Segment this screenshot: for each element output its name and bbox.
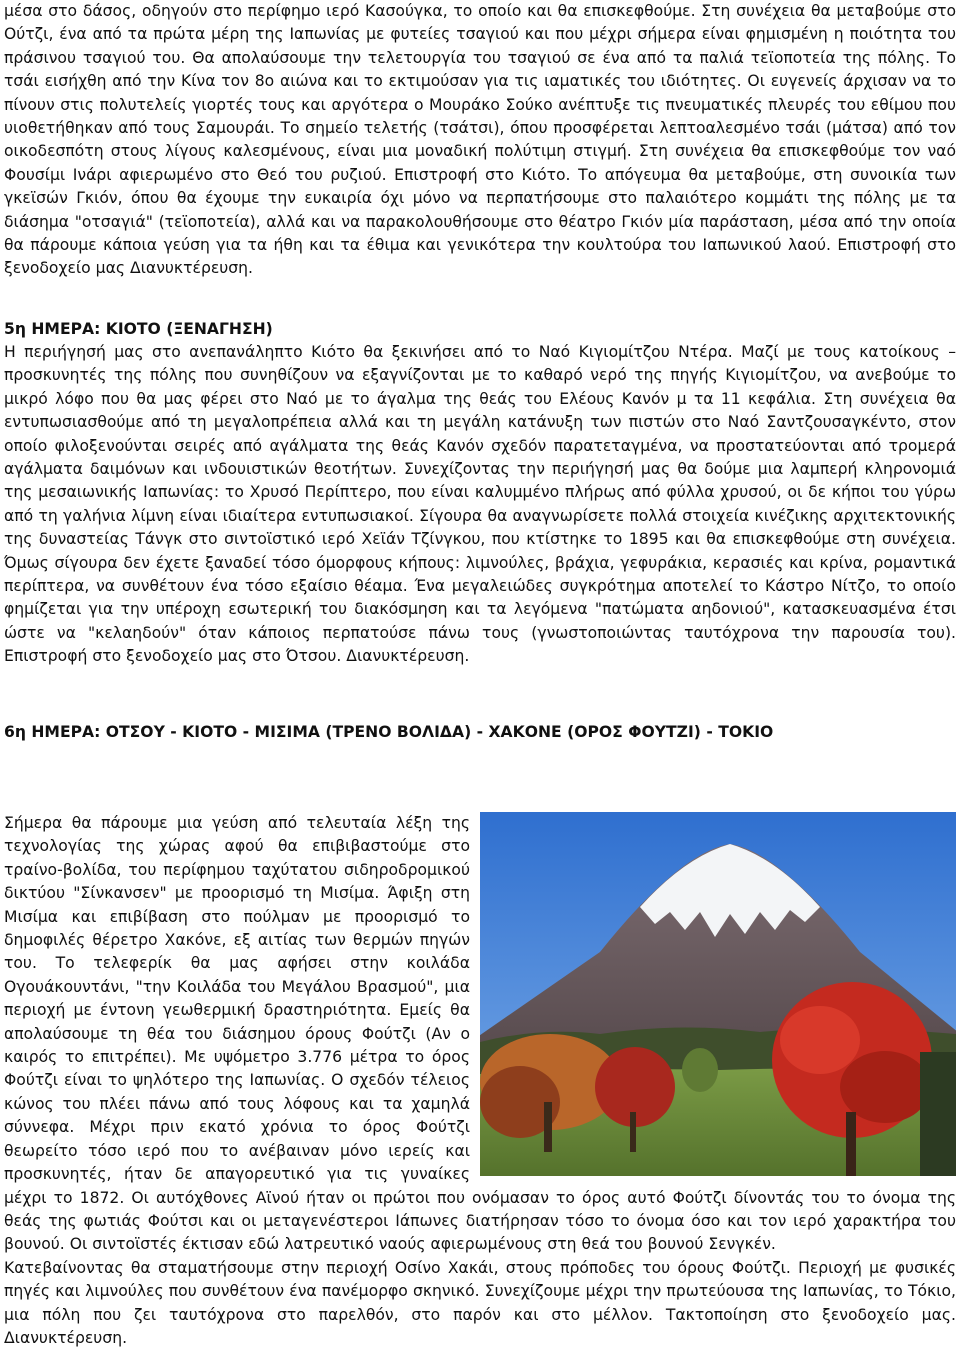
day5-heading: 5η ΗΜΕΡΑ: ΚΙΟΤΟ (ΞΕΝΑΓΗΣΗ) bbox=[4, 320, 273, 338]
day5-paragraph: Η περιήγησή μας στο ανεπανάληπτο Κιότο θα ξεκινήσει από το Ναό Κιγιομίτζου Ντέρα. Μαζί με τους κατοίκους – προσκυνητές της πόλης που συνηθίζουν να εξαγνίζονται με το καθαρό νερό της πηγής Κιγιομίτζου, να ανεβούμε το μικρό λόφο που θα μας φέρει στο Ναό με το άγαλμα της θεάς του Ελέους Κανόν μ τα 11 κεφάλια. Στη συνέχεια θα εντυπωσιασθούμε από τη μεγαλοπρέπεια αλλά και τη μεγάλη κατάνυξη των πιστών στο Ναό Σαντζουσαγκέντο, στον οποίο φιλοξενούνται σειρές από αγάλματα της θεάς Κανόν σχεδόν παρατεταγμένα, να προστατεύονται από τρομερά αγάλματα δαιμόνων και ινδουιστικών θεοτήτων. Συνεχίζοντας την περιήγησή μας θα δούμε μια λαμπερή κληρονομιά της μεσαιωνικής Ιαπωνίας: το Χρυσό Περίπτερο, που είναι καλυμμένο πλήρως από φύλλα χρυσού, οι δε κήποι του γύρω από τη γαλήνια λίμνη είναι ιδιαίτερα εντυπωσιακοί. Σίγουρα θα αναγνωρίσετε πολλά στοιχεία κινέζικης αρχιτεκτονικής της δυναστείας Τάνγκ στο σιντοϊστικό ιερό Χεϊάν Τζίνγκου, που κτίστηκε το 1895 και θα επισκεφθούμε στη συνέχεια. Όμως σίγουρα δεν έχετε ξαναδεί τόσο όμορφους κήπους: λιμνούλες, βράχια, γεφυράκια, κερασιές και κρίνα, ρομαντικά περίπτερα, να συνθέτουν ένα τόσο εξαίσιο θέαμα. Ένα μεγαλειώδες συγκρότημα αποτελεί το Κάστρο Νίτζο, το οποίο φημίζεται για την υπέροχη εσωτερική του διακόσμηση και τα λεγόμενα "πατώματα αηδονιού", κατασκευασμένα έτσι ώστε να "κελαηδούν" όταν κάποιος περπατούσε πάνω τους (γνωστοποιώντας ταυτόχρονα την παρουσία του). Επιστροφή στο ξενοδοχείο μας στο Ότσου. Διανυκτέρευση. bbox=[4, 343, 956, 666]
day6-paragraph-main: Σήμερα θα πάρουμε μια γεύση από τελευταία λέξη της τεχνολογίας της χώρας αφού θα επιβιβαστούμε στο τραίνο-βολίδα, του περίφημου ταχύτατου σιδηροδρομικού δικτύου "Σίνκανσεν" με προορισμό τη Μισίμα. Άφιξη στη Μισίμα και επιβίβαση στο πούλμαν με προορισμό το δημοφιλές θέρετρο Χακόνε, εξ αιτίας των θερμών πηγών του. Το τελεφερίκ θα μας αφήσει στην κοιλάδα Ογουάκουντάνι, "την Κοιλάδα του Μεγάλου Βρασμού", μια περιοχή με έντονη γεωθερμική δραστηριότητα. Εμείς θα απολαύσουμε τη θέα του διάσημου όρους Φούτζι (Αν ο καιρός το επιτρέπει). Με υψόμετρο 3.776 μέτρα το όρος Φούτζι είναι το ψηλότερο της Ιαπωνίας. Ο σχεδόν τέλειος κώνος του πλέει πάνω από τους λόφους και τα χαμηλά σύννεφα. Μέχρι πριν εκατό χρόνια το όρος Φούτζι θεωρείτο τόσο ιερό που το ανέβαιναν μόνο ιερείς και προσκυνητές, ήταν δε απαγορευτικό για τις γυναίκες μέχρι το 1872. Οι αυτόχθονες Αϊνού ήταν οι πρώτοι που ονόμασαν το όρος αυτό Φούτζι δίνοντάς του το όνομα της θεάς της φωτιάς Φούτσι και οι μεταγενέστεροι Ιάπωνες διατήρησαν τόσο το όνομα όσο και τον ιερό χαρακτήρα του βουνού. Οι σιντοϊστές έκτισαν εδώ λατρευτικό ναούς αφιερωμένους στη θεά του βουνού Σενγκέν. bbox=[4, 814, 956, 1254]
day6-heading: 6η ΗΜΕΡΑ: ΟΤΣΟΥ - ΚΙΟΤΟ - ΜΙΣΙΜΑ (ΤΡΕΝΟ ΒΟΛΙΔΑ) - ΧΑΚΟΝΕ (ΟΡΟΣ ΦΟΥΤΖΙ) - ΤΟΚΙΟ bbox=[4, 723, 774, 741]
intro-paragraph: μέσα στο δάσος, οδηγούν στο περίφημο ιερό Κασούγκα, το οποίο και θα επισκεφθούμε. Στη συνέχεια θα μεταβούμε στο Ούτζι, ένα από τα πρώτα μέρη της Ιαπωνίας με φυτείες τσαγιού και που μέχρι σήμερα είναι φημισμένη η ποιότητα του πράσινου τσαγιού του. Θα απολαύσουμε την τελετουργία του τσαγιού σε ένα από τα παλιά τεϊοποτεία της πόλης. Το τσάι εισήχθη από την Κίνα τον 8ο αιώνα και το εκτιμούσαν για τις ιαματικές του ιδιότητες. Οι ευγενείς άρχισαν να το πίνουν στις πολυτελείς γιορτές τους και αργότερα ο Μουράκο Σούκο ανέπτυξε τις πνευματικές πλευρές του εθίμου που υιοθετήθηκαν από τους Σαμουράι. Το σημείο τελετής (τσάτσι), όπου προσφέρεται λεπτοαλεσμένο τσάι (μάτσα) από τον οικοδεσπότη στους λίγους καλεσμένους, είναι μια μοναδική πολύτιμη στιγμή. Στη συνέχεια θα επισκεφθούμε τον ναό Φουσίμι Ινάρι αφιερωμένο στο Θεό του ρυζιού. Επιστροφή στο Κιότο. Το απόγευμα θα μεταβούμε, στη συνοικία των γκεϊσών Γκιόν, όπου θα έχουμε την ευκαιρία όχι μόνο να περπατήσουμε στο παλαιότερο κομμάτι της πόλης με τα διάσημα "οτσαγιά" (τεϊοποτεία), αλλά και να παρακολουθήσουμε στο θέατρο Γκιόν μία παράσταση, μέσα από την οποία θα πάρουμε κάποια γεύση για τα ήθη και τα έθιμα και γενικότερα την κουλτούρα του Ιαπωνικού λαού. Επιστροφή στο ξενοδοχείο μας Διανυκτέρευση. bbox=[4, 2, 956, 278]
day6-body bbox=[4, 743, 956, 1350]
mount-fuji-photo bbox=[480, 812, 956, 1176]
day6-paragraph-end: Κατεβαίνοντας θα σταματήσουμε στην περιοχή Οσίνο Χακάι, στους πρόποδες του όρους Φούτζι. Περιοχή με φυσικές πηγές και λιμνούλες που συνθέτουν ένα πανέμορφο σκηνικό. Συνεχίζουμε μέχρι την πρωτεύουσα της Ιαπωνίας, το Τόκιο, μια πόλη που ζει ταυτόχρονα στο παρελθόν, στο παρόν και στο μέλλον. Τακτοποίηση στο ξενοδοχείο μας. Διανυκτέρευση. bbox=[4, 1258, 956, 1347]
